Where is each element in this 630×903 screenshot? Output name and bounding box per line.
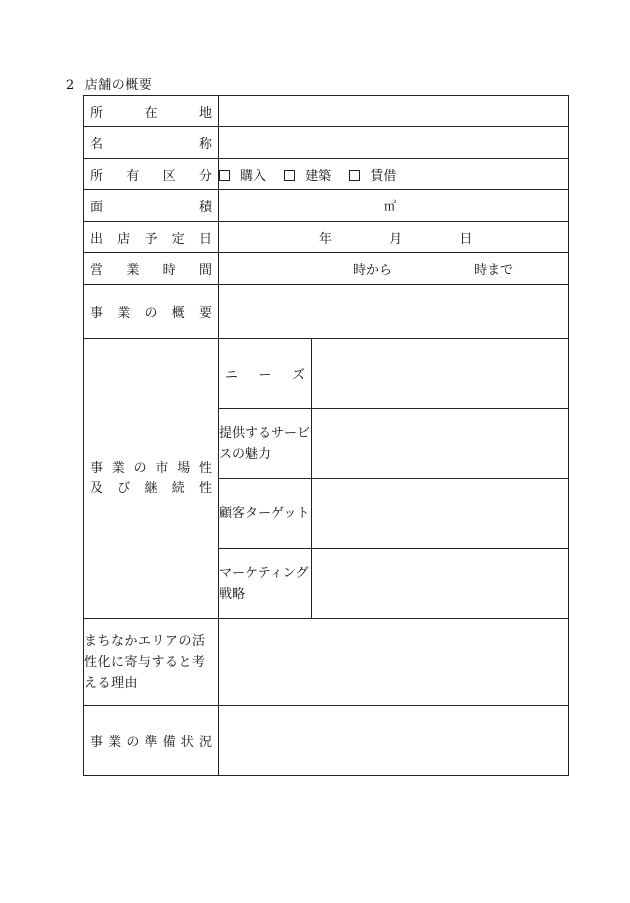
section-number: 2 [66, 78, 75, 93]
label-name: 名 称 [84, 127, 219, 159]
row-name [84, 127, 569, 159]
sublabel-target: 顧客ターゲット [219, 479, 312, 549]
sublabel-needs: ニ ー ズ [219, 339, 312, 409]
field-service-appeal[interactable] [312, 409, 569, 479]
field-marketing[interactable] [312, 549, 569, 619]
section-heading [66, 74, 152, 93]
label-opening-date: 出 店 予 定 日 [84, 222, 219, 253]
month-label: 月 [389, 231, 403, 247]
option-lease[interactable]: 賃借 [349, 169, 396, 184]
row-preparation [84, 706, 569, 776]
field-preparation[interactable] [219, 706, 569, 776]
field-target[interactable] [312, 479, 569, 549]
label-revitalization: まちなかエリアの活性化に寄与すると考える理由 [84, 619, 219, 706]
hours-from: 時から [353, 263, 393, 278]
row-area [84, 190, 569, 222]
store-overview-table [83, 95, 569, 776]
day-label: 日 [459, 231, 473, 247]
checkbox-icon[interactable] [219, 170, 230, 181]
row-location [84, 96, 569, 127]
option-purchase[interactable]: 購入 [219, 169, 266, 184]
area-unit: ㎡ [384, 199, 397, 213]
row-business-overview [84, 285, 569, 339]
row-opening-date [84, 222, 569, 253]
label-ownership: 所 有 区 分 [84, 159, 219, 190]
field-location[interactable] [219, 96, 569, 127]
field-business-hours[interactable] [219, 253, 569, 285]
label-business-overview: 事 業 の 概 要 [84, 285, 219, 339]
field-revitalization[interactable] [219, 619, 569, 706]
checkbox-icon[interactable] [284, 170, 295, 181]
field-name[interactable] [219, 127, 569, 159]
checkbox-icon[interactable] [349, 170, 360, 181]
label-location: 所 在 地 [84, 96, 219, 127]
label-area: 面 積 [84, 190, 219, 222]
section-title: 店舗の概要 [84, 78, 153, 93]
label-market: 事 業 の 市 場 性 及 び 継 続 性 [84, 339, 219, 619]
row-revitalization [84, 619, 569, 706]
label-business-hours: 営 業 時 間 [84, 253, 219, 285]
field-ownership [219, 159, 569, 190]
year-label: 年 [319, 231, 333, 247]
option-build[interactable]: 建築 [284, 169, 331, 184]
sublabel-marketing: マーケティング戦略 [219, 549, 312, 619]
field-needs[interactable] [312, 339, 569, 409]
sublabel-service-appeal: 提供するサービスの魅力 [219, 409, 312, 479]
label-preparation: 事 業 の 準 備 状 況 [84, 706, 219, 776]
hours-to: 時まで [474, 263, 514, 278]
field-opening-date[interactable] [219, 222, 569, 253]
field-area[interactable] [219, 190, 569, 222]
row-market-needs [84, 339, 569, 409]
row-ownership [84, 159, 569, 190]
row-business-hours [84, 253, 569, 285]
field-business-overview[interactable] [219, 285, 569, 339]
